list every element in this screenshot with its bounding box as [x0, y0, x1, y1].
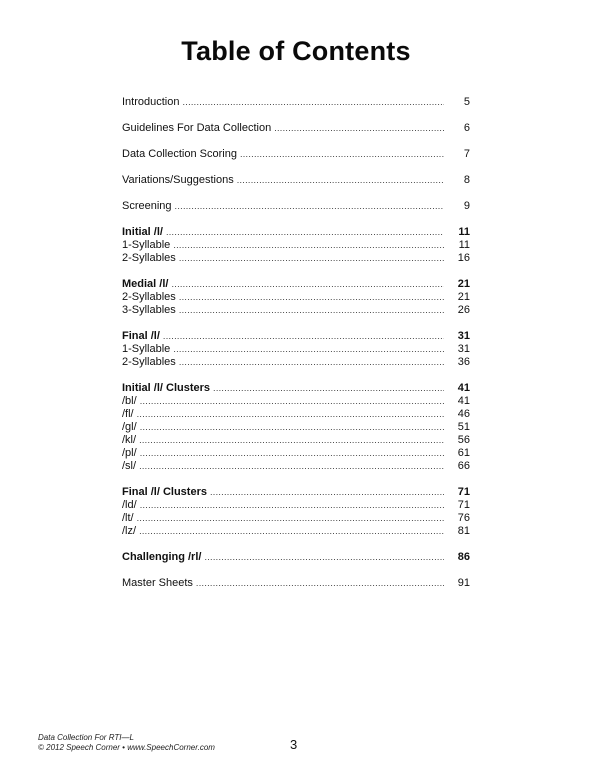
toc-entry-variations[interactable]: [122, 174, 470, 187]
page-number: 3: [290, 737, 298, 752]
toc-entry-page: 31: [457, 330, 470, 342]
toc-entry-label: /gl/: [122, 421, 137, 433]
toc-entry-label: Guidelines For Data Collection: [122, 122, 272, 134]
dot-leader: [139, 525, 444, 538]
toc-entry-label: 1-Syllable: [122, 239, 171, 251]
toc-entry-fl[interactable]: [122, 408, 470, 421]
toc-entry-scoring[interactable]: [122, 148, 470, 161]
dot-leader: [139, 460, 444, 473]
toc-entry-label: 1-Syllable: [122, 343, 171, 355]
footer-book-title: Data Collection For RTI—L: [38, 733, 134, 742]
toc-entry-label: Medial /l/: [122, 278, 169, 290]
dot-leader: [237, 174, 444, 187]
toc-entry-label: 2-Syllables: [122, 252, 176, 264]
toc-entry-kl[interactable]: [122, 434, 470, 447]
toc-entry-guidelines[interactable]: [122, 122, 470, 135]
toc-entry-label: Initial /l/: [122, 226, 163, 238]
footer-copyright: © 2012 Speech Corner • www.SpeechCorner.com: [38, 743, 215, 752]
toc-entry-lz[interactable]: [122, 525, 470, 538]
dot-leader: [173, 343, 444, 356]
toc-entry-page: 56: [457, 434, 470, 446]
dot-leader: [274, 122, 444, 135]
page-title: Table of Contents: [181, 36, 411, 66]
toc-entry-page: 11: [458, 226, 470, 238]
toc-entry-ld[interactable]: [122, 499, 470, 512]
toc-entry-label: /lt/: [122, 512, 134, 524]
toc-entry-page: 11: [458, 239, 470, 251]
toc-entry-label: /lz/: [122, 525, 137, 537]
toc-entry-label: Introduction: [122, 96, 180, 108]
toc-entry-page: 61: [457, 447, 470, 459]
toc-entry-page: 21: [457, 291, 470, 303]
dot-leader: [240, 148, 444, 161]
toc-entry-label: /sl/: [122, 460, 137, 472]
dot-leader: [171, 278, 444, 291]
toc-entry-introduction[interactable]: [122, 96, 470, 109]
toc-entry-label: /kl/: [122, 434, 137, 446]
dot-leader: [139, 434, 444, 447]
dot-leader: [196, 577, 444, 590]
toc-entry-page: 66: [457, 460, 470, 472]
toc-section-challenging-rl[interactable]: [122, 551, 470, 564]
dot-leader: [163, 330, 444, 343]
toc-entry-page: 46: [457, 408, 470, 420]
dot-leader: [179, 356, 444, 369]
dot-leader: [210, 486, 444, 499]
dot-leader: [137, 512, 444, 525]
dot-leader: [140, 499, 444, 512]
toc-entry-page: 81: [457, 525, 470, 537]
toc-entry-label: 2-Syllables: [122, 291, 176, 303]
dot-leader: [179, 291, 444, 304]
toc-entry-screening[interactable]: [122, 200, 470, 213]
toc-entry-label: Challenging /rl/: [122, 551, 202, 563]
toc-entry-label: 2-Syllables: [122, 356, 176, 368]
toc-entry-page: 41: [457, 395, 470, 407]
dot-leader: [137, 408, 444, 421]
toc-entry-label: Variations/Suggestions: [122, 174, 234, 186]
toc-entry-page: 51: [457, 421, 470, 433]
toc-entry-page: 6: [463, 122, 470, 134]
dot-leader: [204, 551, 444, 564]
toc-entry-final-2-syllables[interactable]: [122, 356, 470, 369]
dot-leader: [175, 200, 444, 213]
toc-entry-label: Screening: [122, 200, 172, 212]
toc-entry-page: 26: [457, 304, 470, 316]
toc-entry-page: 21: [457, 278, 470, 290]
dot-leader: [173, 239, 444, 252]
toc-section-final-l-clusters[interactable]: [122, 486, 470, 499]
toc-entry-label: Final /l/ Clusters: [122, 486, 207, 498]
toc-section-final-l[interactable]: [122, 330, 470, 343]
dot-leader: [179, 304, 444, 317]
dot-leader: [213, 382, 444, 395]
toc-entry-page: 36: [457, 356, 470, 368]
toc-entry-page: 76: [457, 512, 470, 524]
toc-entry-lt[interactable]: [122, 512, 470, 525]
dot-leader: [140, 421, 444, 434]
toc-entry-label: Master Sheets: [122, 577, 193, 589]
toc-section-initial-l-clusters[interactable]: [122, 382, 470, 395]
toc-entry-master-sheets[interactable]: [122, 577, 470, 590]
toc-entry-page: 9: [463, 200, 470, 212]
toc-entry-bl[interactable]: [122, 395, 470, 408]
toc-entry-page: 71: [457, 499, 470, 511]
toc-entry-page: 8: [463, 174, 470, 186]
toc-entry-page: 41: [457, 382, 470, 394]
toc-entry-page: 31: [457, 343, 470, 355]
toc-section-initial-l[interactable]: [122, 226, 470, 239]
toc-entry-page: 86: [457, 551, 470, 563]
toc-entry-page: 5: [463, 96, 470, 108]
table-of-contents: [122, 96, 470, 590]
dot-leader: [140, 447, 444, 460]
toc-section-medial-l[interactable]: [122, 278, 470, 291]
toc-entry-label: Data Collection Scoring: [122, 148, 237, 160]
toc-entry-initial-2-syllables[interactable]: [122, 252, 470, 265]
toc-entry-page: 71: [457, 486, 470, 498]
toc-entry-sl[interactable]: [122, 460, 470, 473]
toc-entry-page: 16: [457, 252, 470, 264]
toc-entry-page: 7: [463, 148, 470, 160]
toc-entry-gl[interactable]: [122, 421, 470, 434]
toc-entry-medial-3-syllables[interactable]: [122, 304, 470, 317]
toc-entry-medial-2-syllables[interactable]: [122, 291, 470, 304]
dot-leader: [166, 226, 444, 239]
toc-entry-label: Initial /l/ Clusters: [122, 382, 211, 394]
toc-entry-pl[interactable]: [122, 447, 470, 460]
toc-entry-initial-1-syllable[interactable]: [122, 239, 470, 252]
dot-leader: [140, 395, 444, 408]
toc-entry-label: /fl/: [122, 408, 134, 420]
footer-credits: [38, 733, 215, 753]
toc-entry-label: /ld/: [122, 499, 137, 511]
toc-entry-label: Final /l/: [122, 330, 160, 342]
toc-entry-page: 91: [457, 577, 470, 589]
toc-entry-label: /bl/: [122, 395, 137, 407]
toc-entry-label: 3-Syllables: [122, 304, 176, 316]
toc-entry-final-1-syllable[interactable]: [122, 343, 470, 356]
dot-leader: [179, 252, 444, 265]
toc-entry-label: /pl/: [122, 447, 137, 459]
dot-leader: [182, 96, 444, 109]
